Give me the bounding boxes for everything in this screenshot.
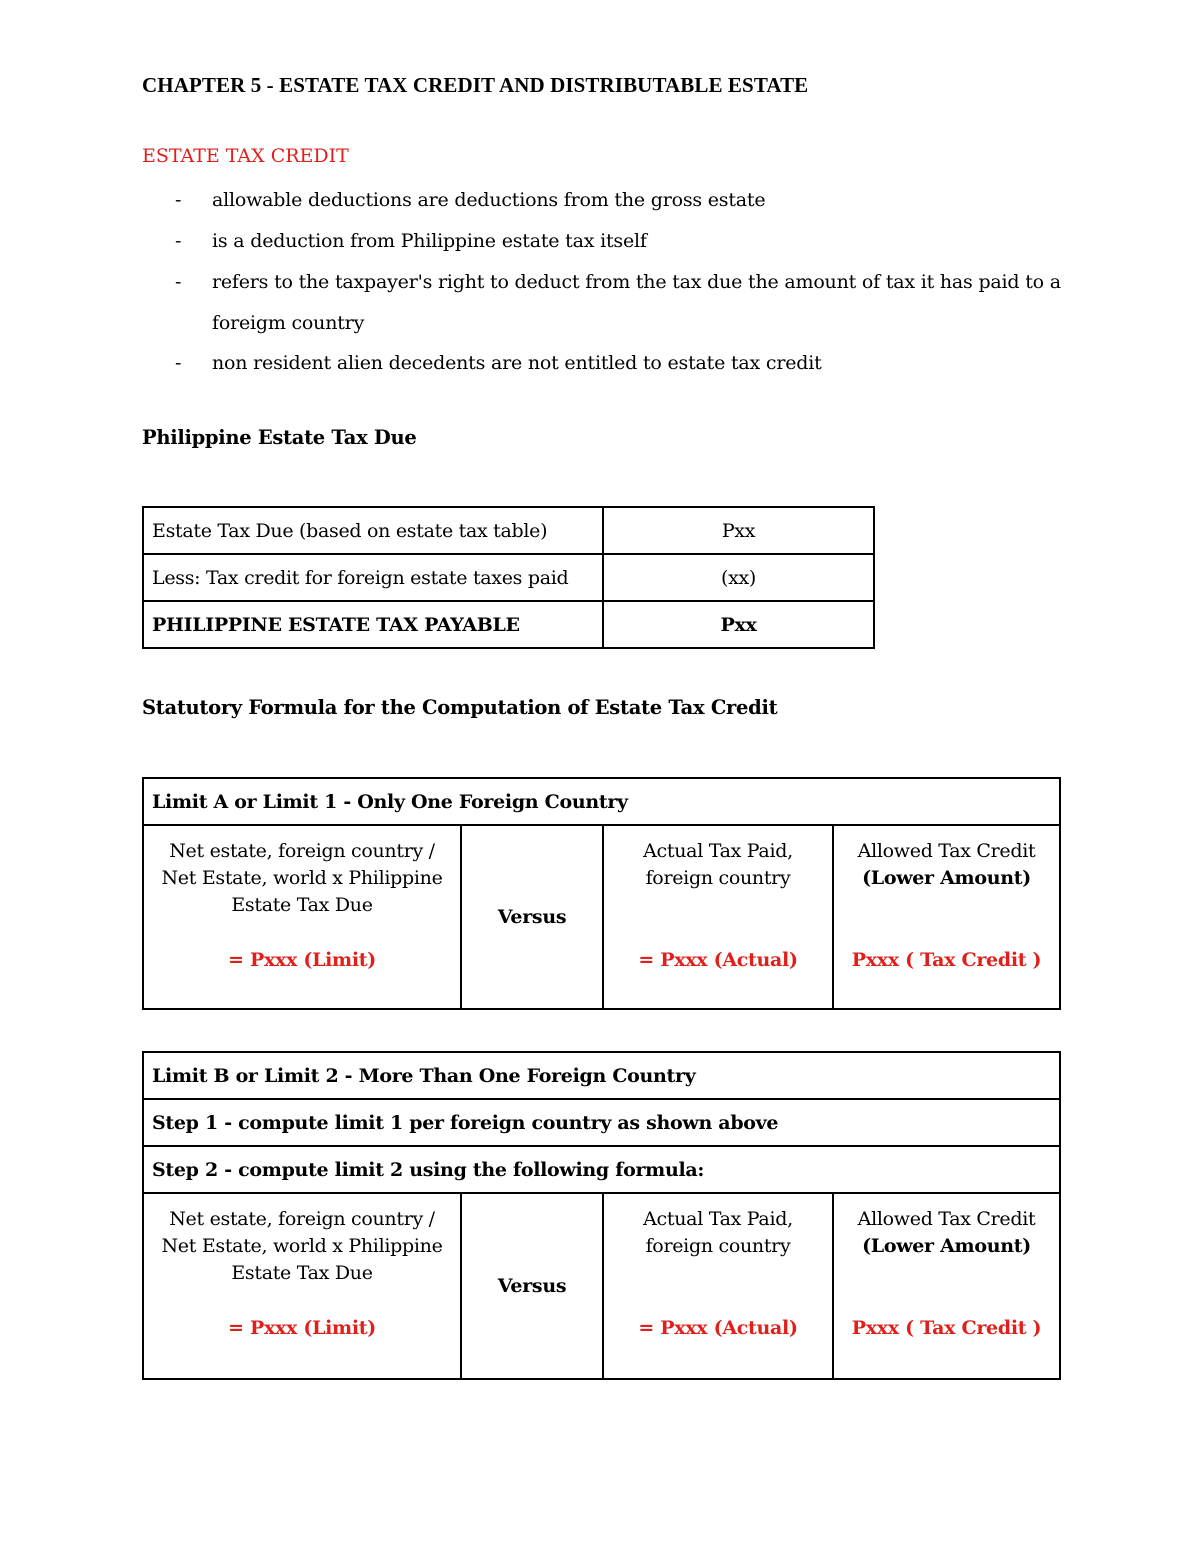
list-item — [142, 180, 1062, 221]
list-item — [142, 344, 1062, 382]
limit-formula-cell — [143, 1193, 461, 1379]
step-2: Step 2 - compute limit 2 using the following formula: — [143, 1146, 1060, 1193]
limit-result: = Pxxx (Limit) — [228, 949, 376, 971]
limit-result: = Pxxx (Limit) — [228, 1317, 376, 1339]
tax-credit-result: Pxxx ( Tax Credit ) — [851, 949, 1042, 971]
table-row — [143, 1193, 1060, 1379]
bullet-text: refers to the taxpayer's right to deduct from the tax due the amount of tax it has paid to a — [212, 271, 1061, 293]
step-1: Step 1 - compute limit 1 per foreign country as shown above — [143, 1099, 1060, 1146]
list-item — [142, 221, 1062, 262]
formula-line: Estate Tax Due — [231, 1262, 373, 1284]
formula-line: Allowed Tax Credit — [857, 840, 1036, 862]
limit-a-table — [142, 777, 1061, 1010]
bullet-dash: - — [175, 189, 182, 211]
formula-line: Net Estate, world x Philippine — [161, 867, 443, 889]
limit-a-header: Limit A or Limit 1 - Only One Foreign Country — [143, 778, 1060, 825]
formula-line: (Lower Amount) — [862, 867, 1031, 889]
section-title: ESTATE TAX CREDIT — [142, 145, 349, 167]
actual-tax-cell — [603, 1193, 833, 1379]
bullet-dash: - — [175, 352, 182, 374]
actual-result: = Pxxx (Actual) — [638, 1317, 798, 1339]
table-row — [143, 554, 874, 601]
table-row — [143, 825, 1060, 1009]
limit-b-header: Limit B or Limit 2 - More Than One Foreign Country — [143, 1052, 1060, 1099]
table-row — [143, 1099, 1060, 1146]
formula-heading: Statutory Formula for the Computation of Estate Tax Credit — [142, 696, 778, 719]
formula-line: Actual Tax Paid, — [643, 1208, 793, 1230]
formula-line: foreign country — [645, 1235, 791, 1257]
bullet-text: allowable deductions are deductions from the gross estate — [212, 189, 766, 211]
tax-due-table — [142, 506, 875, 649]
table-row — [143, 778, 1060, 825]
formula-line: foreign country — [645, 867, 791, 889]
tax-due-heading: Philippine Estate Tax Due — [142, 426, 417, 449]
table-row — [143, 1146, 1060, 1193]
formula-line: Allowed Tax Credit — [857, 1208, 1036, 1230]
bullet-text-continuation: foreigm country — [212, 312, 365, 334]
formula-line: Actual Tax Paid, — [643, 840, 793, 862]
bullet-text: is a deduction from Philippine estate tax itself — [212, 230, 647, 252]
limit-formula-cell — [143, 825, 461, 1009]
tax-due-label: Estate Tax Due (based on estate tax table) — [143, 507, 603, 554]
formula-line: Net estate, foreign country / — [169, 1208, 435, 1230]
formula-line: Net Estate, world x Philippine — [161, 1235, 443, 1257]
list-item — [142, 262, 1062, 344]
table-row — [143, 1052, 1060, 1099]
tax-credit-value: (xx) — [603, 554, 874, 601]
chapter-title: CHAPTER 5 - ESTATE TAX CREDIT AND DISTRIBUTABLE ESTATE — [142, 73, 809, 97]
allowed-credit-cell — [833, 1193, 1060, 1379]
versus-cell: Versus — [461, 825, 603, 1009]
tax-due-value: Pxx — [603, 507, 874, 554]
allowed-credit-cell — [833, 825, 1060, 1009]
table-row — [143, 507, 874, 554]
actual-tax-cell — [603, 825, 833, 1009]
bullet-text: non resident alien decedents are not entitled to estate tax credit — [212, 352, 822, 374]
tax-payable-value: Pxx — [603, 601, 874, 648]
bullet-dash: - — [175, 271, 182, 293]
formula-line: Estate Tax Due — [231, 894, 373, 916]
tax-credit-label: Less: Tax credit for foreign estate taxes paid — [143, 554, 603, 601]
bullet-dash: - — [175, 230, 182, 252]
formula-line: Net estate, foreign country / — [169, 840, 435, 862]
formula-line: (Lower Amount) — [862, 1235, 1031, 1257]
versus-cell: Versus — [461, 1193, 603, 1379]
tax-credit-result: Pxxx ( Tax Credit ) — [851, 1317, 1042, 1339]
actual-result: = Pxxx (Actual) — [638, 949, 798, 971]
bullet-list — [142, 180, 1062, 382]
limit-b-table — [142, 1051, 1061, 1380]
tax-payable-label: PHILIPPINE ESTATE TAX PAYABLE — [143, 601, 603, 648]
table-row — [143, 601, 874, 648]
